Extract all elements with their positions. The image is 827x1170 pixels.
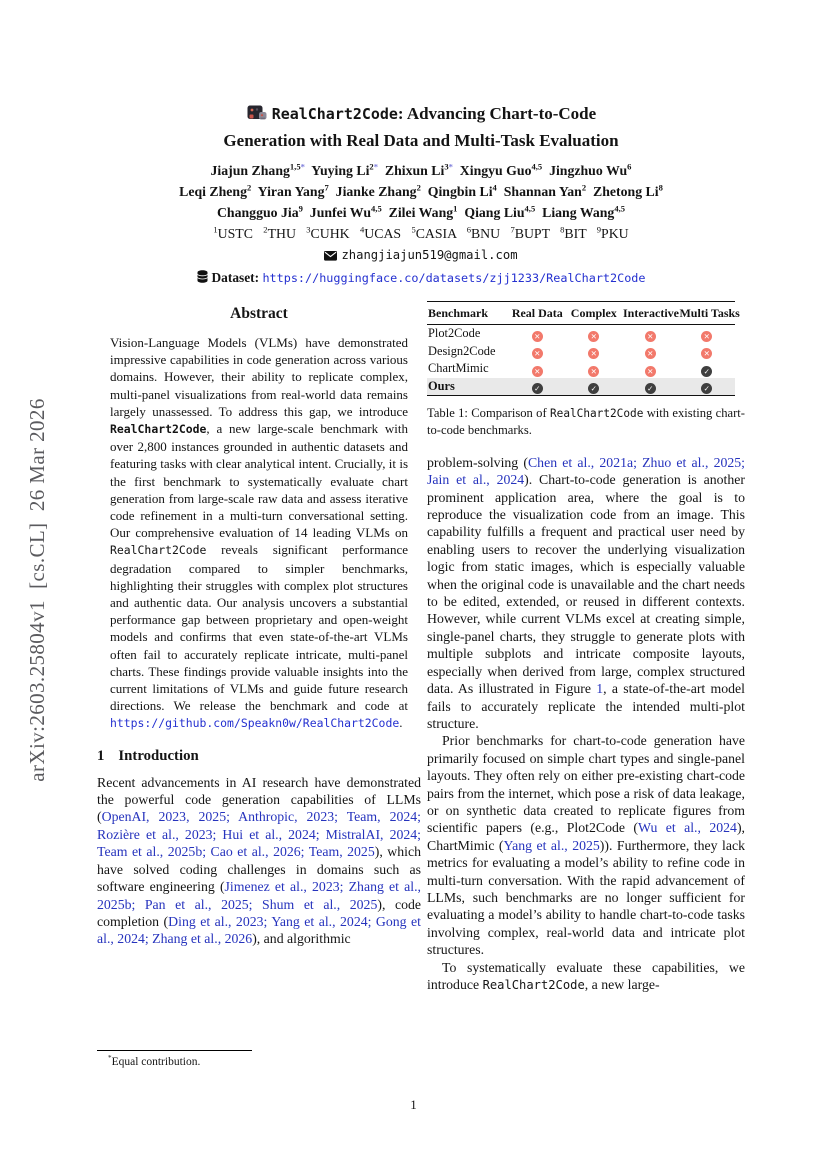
cross-icon: ✕ [645, 348, 656, 359]
table-header-cell: Complex [566, 302, 622, 325]
url-link[interactable]: https://huggingface.co/datasets/zjj1233/RealChart2Code [262, 270, 646, 285]
feature-cell [622, 343, 678, 361]
author-line-3: Changguo Jia$^9$ Junfei Wu$^{4,5}$ Zilei Wang$^1$ Qiang Liu$^{4,5}$ Liang Wang$^{4,5}$ [216, 203, 626, 220]
body-paragraph-1: problem-solving (Chen et al., 2021a; Zhuo et al., 2025; Jain et al., 2024). Chart-to-code generation is another prominent application area, where the goal is to reproduce the visualization code from an image. This capability fulfills a frequent and practical user need by enabling users to recover the underlying visualization logic from static images, which is especially valuable when the original code is unavailable and the chart needs to be edited, extended, or reused in different contexts. However, while current VLMs excel at creating simple, single-panel charts, they struggle to generate plots with multiple subplots and intricate composite layouts, especially when derived from large, complex structured data. As illustrated in Figure 1, a state-of-the-art model fails to accurately replicate the intended multi-plot structure. [427, 454, 745, 731]
cross-icon: ✕ [701, 348, 712, 359]
feature-cell [622, 325, 678, 343]
feature-cell [566, 378, 622, 396]
page-number: 1 [410, 1097, 417, 1112]
check-icon: ✓ [588, 383, 599, 394]
table-body [427, 325, 735, 396]
table-header-cell: Benchmark [427, 302, 509, 325]
abstract-body: Vision-Language Models (VLMs) have demonstrated impressive capabilities in code generation across various domains. However, their ability to replicate complex, multi-panel visualizations from real-world data remains largely unassessed. To address this gap, we introduce RealChart2Code, a new large-scale benchmark with over 2,800 instances grounded in authentic datasets and featuring tasks with clear analytical intent. Crucially, it is the first benchmark to systematically evaluate chart generation from large-scale raw data and assess iterative code refinement in a multi-turn conversational setting. Our comprehensive evaluation of 14 leading VLMs on RealChart2Code reveals significant performance degradation compared to simpler benchmarks, highlighting their struggles with complex plot structures and authentic data. Our analysis uncovers a substantial performance gap between proprietary and open-weight models and confirms that even state-of-the-art VLMs often fail to accurately replicate intricate, multi-panel charts. These findings provide valuable insights into the current limitations of VLMs and guide future research directions. We release the benchmark and code at https://github.com/Speakn0w/RealChart2Code. [110, 335, 408, 731]
check-icon: ✓ [701, 366, 712, 377]
author-line-1: Jiajun Zhang$^{1,5*}$ Yuying $Li^{2*}$ Zhixun $Li^{3*}$ Xingyu Guo$^{4,5}$ Jingzhuo Wu$^6$ [210, 161, 632, 178]
table-header-cell: Real Data [509, 302, 565, 325]
feature-cell [678, 325, 735, 343]
feature-cell [509, 360, 565, 378]
cross-icon: ✕ [701, 331, 712, 342]
citation-link[interactable]: Chen et al., 2021a; Zhuo et al., 2025; Jain et al., 2024 [427, 454, 745, 488]
cross-icon: ✕ [588, 331, 599, 342]
contact-line [97, 245, 745, 267]
section-heading-introduction [97, 747, 421, 766]
section-number: 1 [97, 747, 105, 764]
footnote-text: Equal contribution. [111, 1056, 201, 1068]
table-header-cell: Multi Tasks [678, 302, 735, 325]
table-row [427, 325, 735, 343]
benchmark-comparison-table [427, 301, 740, 396]
citation-link[interactable]: 1 [596, 681, 604, 697]
database-icon [197, 268, 208, 289]
table-row [427, 378, 735, 396]
feature-cell [566, 360, 622, 378]
citation-link[interactable]: Ding et al., 2023; Yang et al., 2024; Gong et al., 2024; Zhang et al., 2026 [97, 913, 421, 947]
cross-icon: ✕ [588, 366, 599, 377]
paper-title-text: RealChart2Code: Advancing Chart-to-Code [271, 104, 597, 123]
cross-icon: ✕ [588, 348, 599, 359]
benchmark-name-cell: Design2Code [428, 343, 496, 358]
intro-paragraph: Recent advancements in AI research have demonstrated the powerful code generation capabilities of LLMs (OpenAI, 2023, 2025; Anthropic, 2023; Team, 2024; Rozière et al., 2023; Hui et al., 2024; MistralAI, 2024; Team et al., 2025b; Cao et al., 2026; Team, 2025), which have solved coding challenges in domains such as software engineering (Jimenez et al., 2023; Zhang et al., 2025b; Pan et al., 2025; Shum et al., 2025), code completion (Ding et al., 2023; Yang et al., 2024; Gong et al., 2024; Zhang et al., 2026), and algorithmic [97, 774, 421, 947]
feature-cell [566, 325, 622, 343]
body-paragraph-2: Prior benchmarks for chart-to-code generation have primarily focused on simple chart types and single-panel layouts. They often rely on either pre-existing chart-code pairs from the internet, which pose a risk of data leakage, or on synthetic data created to replicate figures from scientific papers (e.g., Plot2Code (Wu et al., 2024), ChartMimic (Yang et al., 2025)). Furthermore, they lack metrics for evaluating a model’s ability to refine code in multi-turn conversation. With the rapid advancement of LLMs, such benchmarks are no longer sufficient for evaluating a model’s ability to handle chart-to-code tasks involving complex, real-world data and intricate plot structures. [427, 733, 745, 958]
footnote-marker: * [108, 1054, 112, 1063]
table-row [427, 360, 735, 378]
cross-icon: ✕ [645, 331, 656, 342]
feature-cell [678, 378, 735, 396]
feature-cell [678, 343, 735, 361]
benchmark-name-cell: ChartMimic [428, 361, 489, 376]
abstract-heading: Abstract [230, 305, 288, 322]
body-paragraph-3: To systematically evaluate these capabilities, we introduce RealChart2Code, a new large- [427, 959, 745, 992]
paper-title-line1 [97, 101, 745, 128]
author-line-2: Leqi Zheng$^2$ Yiran Yang$^7$ Jianke Zhang$^2$ Qingbin Li$^4$ Shannan Yan$^2$ Zhetong Li$^8$ [179, 182, 663, 199]
feature-cell [566, 343, 622, 361]
citation-link[interactable]: Jimenez et al., 2023; Zhang et al., 2025b; Pan et al., 2025; Shum et al., 2025 [97, 879, 421, 912]
citation-link[interactable]: Wu et al., 2024 [637, 820, 737, 836]
section-title: Introduction [118, 747, 199, 764]
footnote-rule [97, 1050, 252, 1051]
url-link[interactable]: https://github.com/Speakn0w/RealChart2Code [110, 716, 400, 731]
paper-title-line2: Generation with Real Data and Multi-Task Evaluation [223, 131, 619, 150]
feature-cell [678, 360, 735, 378]
dataset-link-text: Dataset: https://huggingface.co/datasets/zjj1233/RealChart2Code [211, 269, 646, 285]
dataset-line [97, 267, 745, 290]
contact-email[interactable]: zhangjiajun519@gmail.com [341, 248, 518, 262]
feature-cell [622, 378, 678, 396]
check-icon: ✓ [532, 383, 543, 394]
affiliations: $^1$USTC $^2$THU $^3$CUHK $^4$UCAS $^5$CASIA $^6$BNU $^7$BUPT $^8$BIT $^9$PKU [213, 224, 629, 241]
check-icon: ✓ [645, 383, 656, 394]
logo-icon [246, 103, 268, 128]
table-header-cell: Interactive [622, 302, 678, 325]
envelope-icon [324, 247, 337, 267]
feature-cell [509, 378, 565, 396]
citation-link[interactable]: Yang et al., 2025 [503, 837, 600, 853]
benchmark-name-cell: Plot2Code [428, 326, 481, 341]
right-column [427, 301, 745, 1113]
feature-cell [509, 325, 565, 343]
table-header-row [427, 302, 735, 325]
feature-cell [622, 360, 678, 378]
benchmark-name-cell: Ours [428, 378, 455, 393]
cross-icon: ✕ [645, 366, 656, 377]
feature-cell [509, 343, 565, 361]
footnote [97, 1050, 421, 1070]
cross-icon: ✕ [532, 366, 543, 377]
table-row [427, 343, 735, 361]
check-icon: ✓ [701, 383, 712, 394]
citation-link[interactable]: OpenAI, 2023, 2025; Anthropic, 2023; Team, 2024; Rozière et al., 2023; Hui et al., 2024; MistralAI, 2024; Team et al., 2025b; Cao et al., 2026; Team, 2025 [97, 809, 421, 860]
cross-icon: ✕ [532, 348, 543, 359]
table-head [427, 302, 740, 325]
arxiv-watermark: arXiv:2603.25804v1 [cs.CL] 26 Mar 2026 [25, 398, 49, 782]
left-column [97, 303, 421, 1051]
table-caption: Table 1: Comparison of RealChart2Code with existing chart-to-code benchmarks. [427, 406, 745, 438]
paper-header [97, 101, 745, 289]
cross-icon: ✕ [532, 331, 543, 342]
